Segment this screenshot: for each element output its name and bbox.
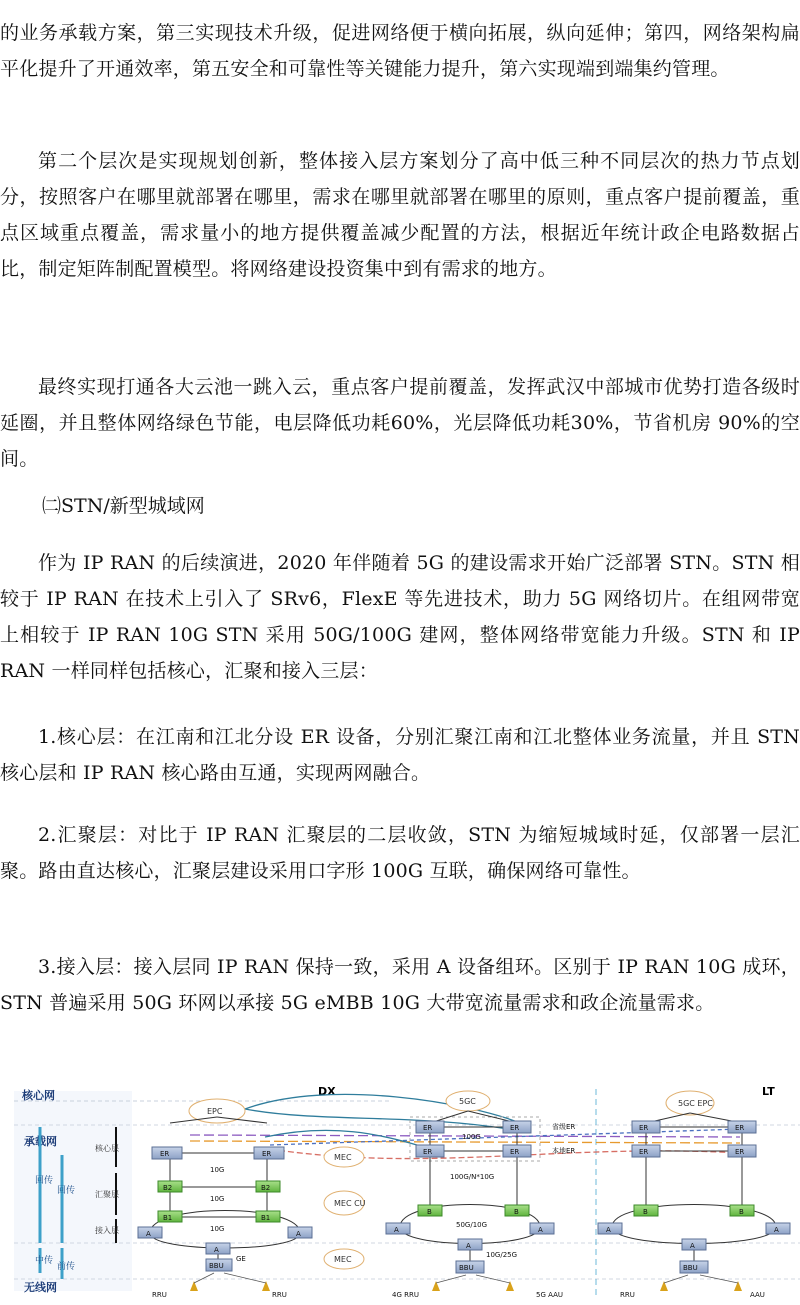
backhaul-label-1: 回传 <box>35 1176 54 1186</box>
bearer-network-label: 承载网 <box>24 1135 57 1148</box>
radio-label: 5G AAU <box>536 1291 563 1299</box>
node-label: B <box>739 1208 744 1216</box>
link-label: 100G/N*10G <box>450 1173 495 1181</box>
network-diagram <box>0 1083 800 1301</box>
node-label: A <box>538 1226 543 1234</box>
link-label: 50G/10G <box>456 1221 488 1229</box>
node-label: ER <box>510 1148 520 1156</box>
node-label: A <box>466 1242 471 1250</box>
province-er-label: 省级ER <box>552 1123 576 1131</box>
node-label: A <box>296 1230 301 1238</box>
node-label: B1 <box>261 1214 271 1222</box>
link-label: 10G <box>210 1195 225 1203</box>
paragraph-3: 最终实现打通各大云池一跳入云，重点客户提前覆盖，发挥武汉中部城市优势打造各级时延圈，并且整体网络绿色节能，电层降低功耗60%，光层降低功耗30%，节省机房 90%的空间。 <box>0 376 800 470</box>
operator-dx-label: DX <box>318 1085 336 1098</box>
local-er-label: 本地ER <box>552 1147 576 1155</box>
node-label: B <box>514 1208 519 1216</box>
node-label: ER <box>735 1148 745 1156</box>
node-label: A <box>394 1226 399 1234</box>
5gc-epc-cloud: 5GC EPC <box>678 1099 713 1108</box>
node-label: ER <box>423 1148 433 1156</box>
mec-cu-cloud: MEC CU <box>334 1199 366 1208</box>
tier-core-label: 核心层 <box>95 1144 119 1153</box>
node-label: BBU <box>683 1264 698 1272</box>
antenna-icon <box>190 1281 742 1291</box>
paragraph-7: 3.接入层：接入层同 IP RAN 保持一致，采用 A 设备组环。区别于 IP RAN 10G 成环，STN 普遍采用 50G 环网以承接 5G eMBB 10G 大带宽流量需求和政企流量需求。 <box>0 956 800 1014</box>
paragraph-5: 1.核心层：在江南和江北分设 ER 设备，分别汇聚江南和江北整体业务流量，并且 STN 核心层和 IP RAN 核心路由互通，实现两网融合。 <box>0 726 800 784</box>
node-label: ER <box>510 1124 520 1132</box>
node-label: B <box>427 1208 432 1216</box>
node-label: A <box>214 1246 219 1254</box>
node-label: B2 <box>261 1184 271 1192</box>
5gc-cloud: 5GC <box>459 1097 476 1106</box>
link-label: 10G/25G <box>486 1251 518 1259</box>
radio-links <box>194 1273 738 1283</box>
node-label: ER <box>735 1124 745 1132</box>
node-label: A <box>146 1230 151 1238</box>
paragraph-2: 第二个层次是实现规划创新，整体接入层方案划分了高中低三种不同层次的热力节点划分，按照客户在哪里就部署在哪里，需求在哪里就部署在哪里的原则，重点客户提前覆盖，重点区域重点覆盖，需求量小的地方提供覆盖减少配置的方法，根据近年统计政企电路数据占比，制定矩阵制配置模型。将网络建设投资集中到有需求的地方。 <box>0 150 800 280</box>
node-label: ER <box>262 1150 272 1158</box>
paragraph-6: 2.汇聚层：对比于 IP RAN 汇聚层的二层收敛，STN 为缩短城域时延，仅部署一层汇聚。路由直达核心，汇聚层建设采用口字形 100G 互联，确保网络可靠性。 <box>0 824 800 882</box>
mec-cloud-1: MEC <box>334 1153 352 1162</box>
tier-access-label: 接入层 <box>95 1226 119 1235</box>
radio-label: AAU <box>750 1291 765 1299</box>
epc-cloud: EPC <box>207 1107 223 1116</box>
operator-lt-label: LT <box>762 1085 775 1098</box>
node-label: ER <box>160 1150 170 1158</box>
paragraph-4: 作为 IP RAN 的后续演进，2020 年伴随着 5G 的建设需求开始广泛部署 STN。STN 相较于 IP RAN 在技术上引入了 SRv6，FlexE 等先进技术，助力 5G 网络切片。在组网带宽上相较于 IP RAN 10G STN 采用 50G/100G 建网，整体网络带宽能力升级。STN 和 IP RAN 一样同样包括核心，汇聚和接入三层： <box>0 552 800 682</box>
paragraph-1: 的业务承载方案，第三实现技术升级，促进网络便于横向拓展，纵向延伸；第四，网络架构扁平化提升了开通效率，第五安全和可靠性等关键能力提升，第六实现端到端集约管理。 <box>0 22 800 80</box>
radio-label: RRU <box>152 1291 167 1299</box>
node-label: B <box>643 1208 648 1216</box>
node-label: BBU <box>459 1264 474 1272</box>
node-label: B1 <box>163 1214 173 1222</box>
node-label: A <box>690 1242 695 1250</box>
backhaul-label-2: 回传 <box>57 1186 76 1196</box>
radio-label: 4G RRU <box>392 1291 419 1299</box>
midhaul-label: 中传 <box>35 1256 54 1266</box>
node-label: ER <box>639 1124 649 1132</box>
node-label: ER <box>639 1148 649 1156</box>
link-label: 10G <box>210 1225 225 1233</box>
wireless-network-label: 无线网 <box>24 1281 57 1294</box>
node-label: B2 <box>163 1184 173 1192</box>
node-label: A <box>774 1226 779 1234</box>
link-label: GE <box>236 1255 246 1263</box>
fronthaul-label: 前传 <box>57 1262 76 1272</box>
mec-cloud-2: MEC <box>334 1255 352 1264</box>
node-label: A <box>606 1226 611 1234</box>
network-architecture-figure <box>0 1083 800 1301</box>
node-label: BBU <box>209 1262 224 1270</box>
node-label: ER <box>423 1124 433 1132</box>
section-heading: ㈡STN/新型城域网 <box>42 495 205 517</box>
tier-agg-label: 汇聚层 <box>95 1190 119 1199</box>
radio-label: RRU <box>272 1291 287 1299</box>
link-label: 100G <box>462 1133 481 1141</box>
radio-label: RRU <box>620 1291 635 1299</box>
link-label: 10G <box>210 1166 225 1174</box>
core-network-label: 核心网 <box>22 1089 55 1102</box>
